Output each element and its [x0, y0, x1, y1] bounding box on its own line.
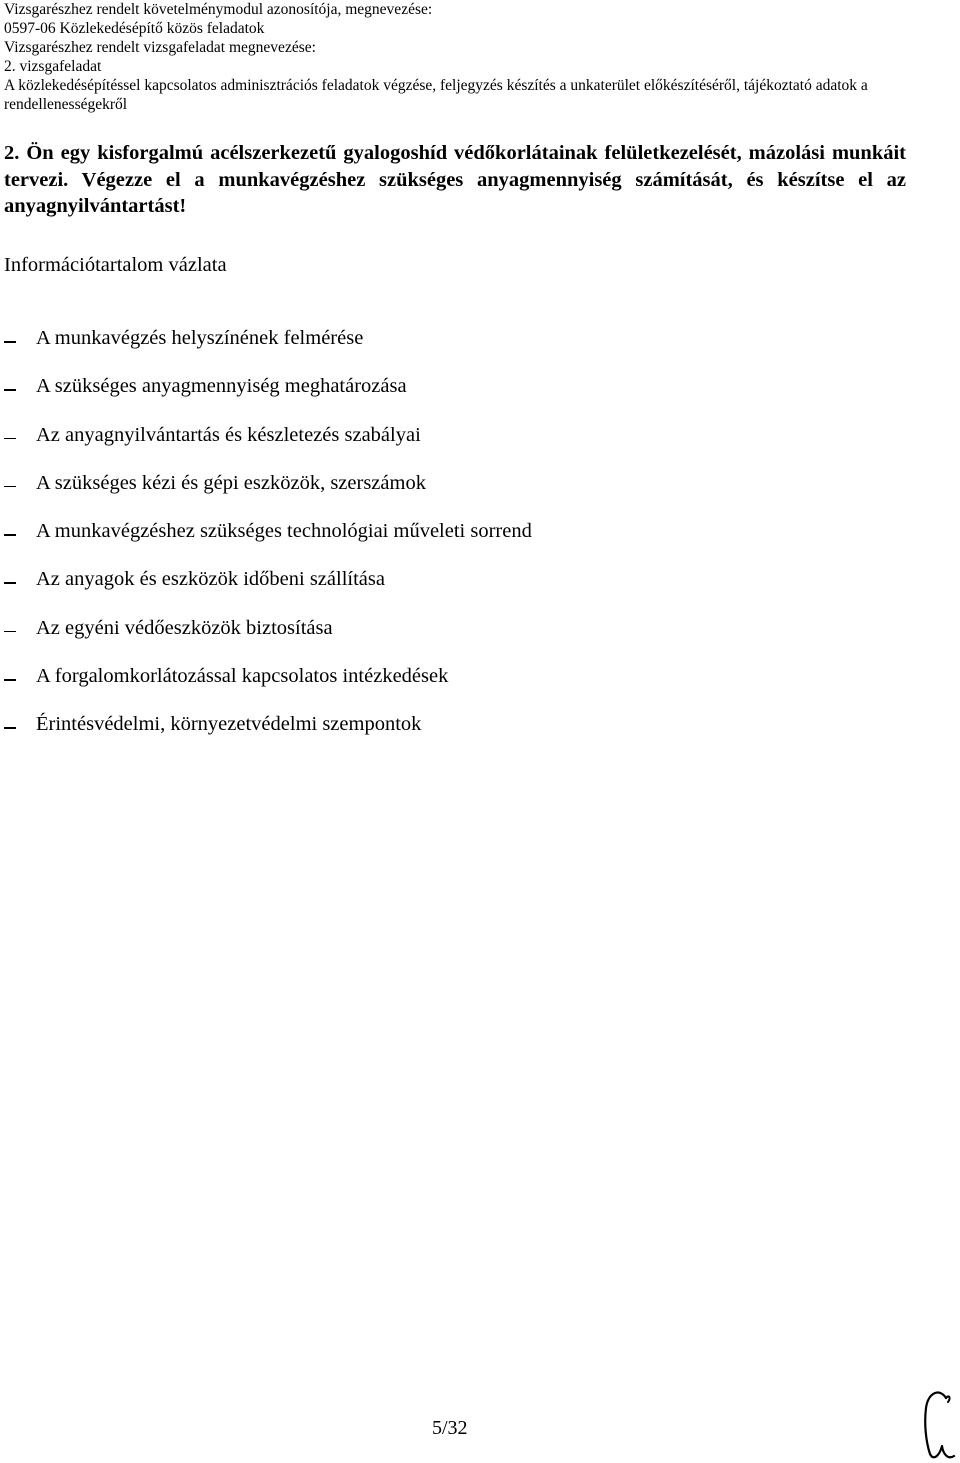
list-item: A forgalomkorlátozással kapcsolatos intézkedések — [0, 661, 900, 709]
dash-bullet-icon — [4, 631, 16, 633]
list-item: A munkavégzés helyszínének felmérése — [0, 323, 900, 371]
dash-bullet-icon — [4, 582, 16, 584]
header-module-label: Vizsgarészhez rendelt követelménymodul azonosítója, megnevezése: — [4, 1, 433, 18]
info-outline-list — [0, 323, 900, 758]
list-item: Az anyagnyilvántartás és készletezés szabályai — [0, 420, 900, 468]
list-item: Az anyagok és eszközök időbeni szállítása — [0, 564, 900, 612]
header-task-number: 2. vizsgafeladat — [4, 58, 102, 75]
dash-bullet-icon — [4, 438, 16, 440]
header-task-label: Vizsgarészhez rendelt vizsgafeladat megnevezése: — [4, 39, 316, 56]
list-item: Érintésvédelmi, környezetvédelmi szempontok — [0, 709, 900, 757]
list-item: A szükséges kézi és gépi eszközök, szerszámok — [0, 468, 900, 516]
task-statement: 2. Ön egy kisforgalmú acélszerkezetű gyalogoshíd védőkorlátainak felületkezelését, mázolási munkáit tervezi. Végezze el a munkavégzéshez szükséges anyagmennyiség számítását, és készítse el az anyagnyilvántartást! — [4, 142, 906, 217]
signature-mark — [918, 1386, 958, 1461]
dash-bullet-icon — [4, 389, 16, 391]
dash-bullet-icon — [4, 341, 16, 343]
header-module-name: 0597-06 Közlekedésépítő közös feladatok — [4, 20, 265, 37]
header-task-description: A közlekedésépítéssel kapcsolatos adminisztrációs feladatok végzése, feljegyzés készítés a unkaterület előkészítéséről, tájékoztató adatok a rendellenességekről — [4, 77, 868, 113]
page-number: 5/32 — [432, 1417, 468, 1439]
dash-bullet-icon — [4, 534, 16, 536]
dash-bullet-icon — [4, 679, 16, 681]
dash-bullet-icon — [4, 486, 16, 488]
document-header — [4, 0, 954, 114]
list-item: A munkavégzéshez szükséges technológiai műveleti sorrend — [0, 516, 900, 564]
list-item: Az egyéni védőeszközök biztosítása — [0, 613, 900, 661]
dash-bullet-icon — [4, 727, 16, 729]
list-item: A szükséges anyagmennyiség meghatározása — [0, 371, 900, 419]
info-outline-title: Információtartalom vázlata — [4, 254, 227, 276]
